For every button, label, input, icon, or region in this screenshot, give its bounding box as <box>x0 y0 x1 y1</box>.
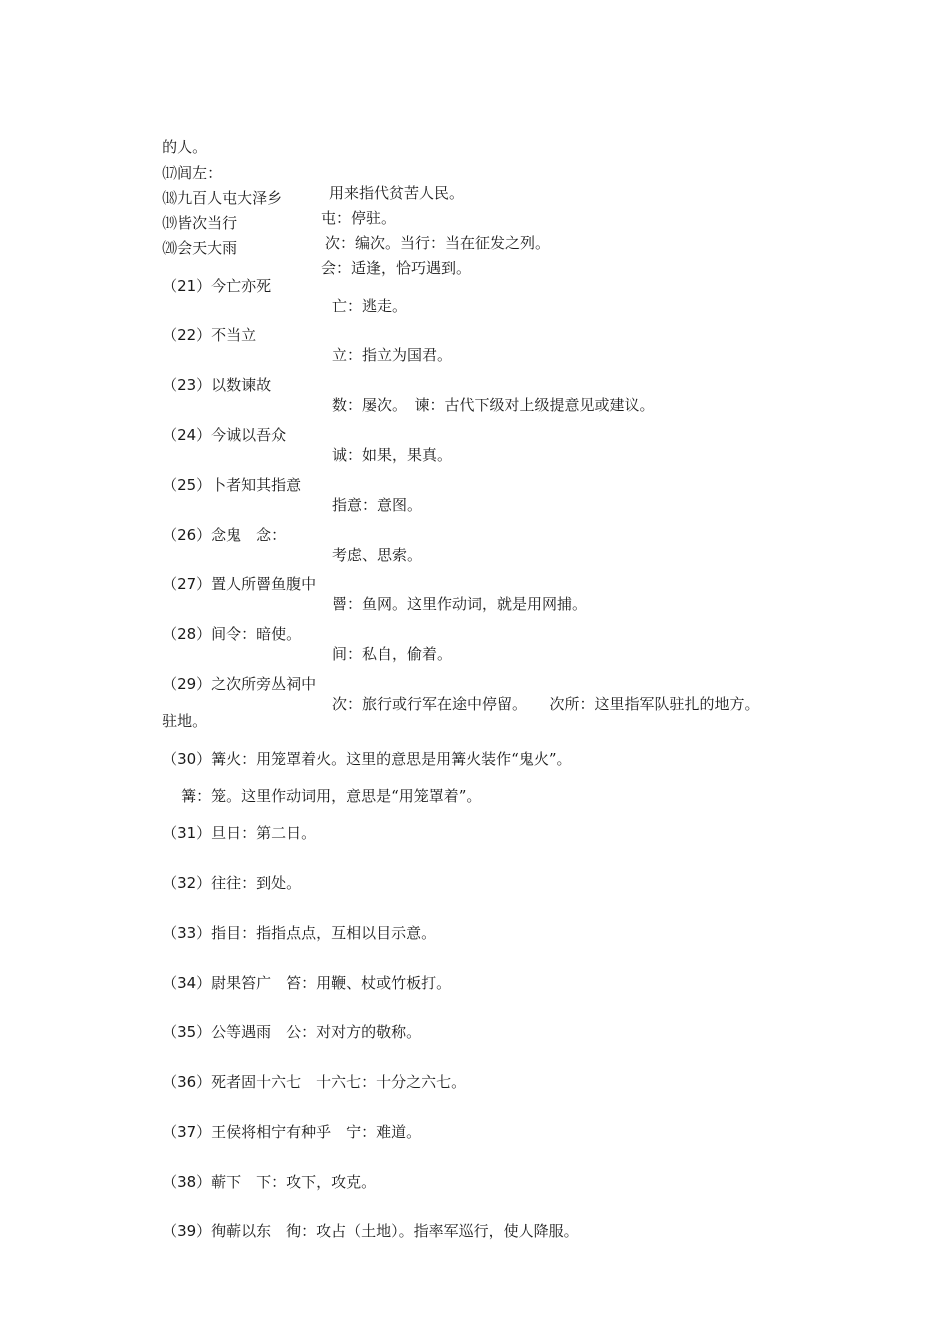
annotation-gloss: 用来指代贫苦人民。 <box>329 184 465 202</box>
annotation-text: 篝火：用笼罩着火。这里的意思是用篝火装作“鬼火”。 <box>211 750 572 768</box>
annotation-gloss: 考虑、思索。 <box>332 546 423 564</box>
annotation-number: （37） <box>162 1123 212 1141</box>
annotation-term: 以数谏故 <box>211 376 272 394</box>
annotation-text: 蕲下 下：攻下，攻克。 <box>211 1173 377 1191</box>
annotation-number: （32） <box>162 874 212 892</box>
annotation-text: 死者固十六七 十六七：十分之六七。 <box>211 1073 467 1091</box>
annotation-number: （27） <box>162 575 212 593</box>
annotation-term: ⒅九百人屯大泽乡 <box>162 189 283 207</box>
annotation-term: ⒇会天大雨 <box>162 239 238 257</box>
annotation-number: （34） <box>162 974 212 992</box>
annotation-gloss: 间：私自，偷着。 <box>332 645 453 663</box>
annotation-gloss: 诚：如果，果真。 <box>332 446 453 464</box>
annotation-number: （28） <box>162 625 212 643</box>
annotation-number: （35） <box>162 1023 212 1041</box>
annotation-term: 今诚以吾众 <box>211 426 287 444</box>
annotation-term: 今亡亦死 <box>211 277 272 295</box>
annotation-term: ⒄闾左： <box>162 164 223 182</box>
annotation-term: 置人所罾鱼腹中 <box>211 575 317 593</box>
annotation-term: 念鬼 念： <box>211 526 287 544</box>
annotation-term: ⒆皆次当行 <box>162 214 238 232</box>
annotation-number: （22） <box>162 326 212 344</box>
annotation-number: （31） <box>162 824 212 842</box>
annotation-gloss: 立：指立为国君。 <box>332 346 453 364</box>
annotation-number: （39） <box>162 1222 212 1240</box>
annotation-number: （38） <box>162 1173 212 1191</box>
annotation-number: （25） <box>162 476 212 494</box>
annotation-number: （26） <box>162 526 212 544</box>
annotation-text: 尉果笞广 笞：用鞭、杖或竹板打。 <box>211 974 452 992</box>
annotation-number: （30） <box>162 750 212 768</box>
annotation-term: 卜者知其指意 <box>211 476 302 494</box>
annotation-gloss: 屯：停驻。 <box>321 209 397 227</box>
annotation-number: （23） <box>162 376 212 394</box>
annotation-text: 往往：到处。 <box>211 874 302 892</box>
annotation-gloss: 次：编次。当行：当在征发之列。 <box>325 234 551 252</box>
annotation-term: 间令：暗使。 <box>211 625 302 643</box>
annotation-number: （36） <box>162 1073 212 1091</box>
annotation-gloss: 指意：意图。 <box>332 496 423 514</box>
annotation-text: 指目：指指点点，互相以目示意。 <box>211 924 437 942</box>
annotation-text: 旦日：第二日。 <box>211 824 317 842</box>
annotation-number: （24） <box>162 426 212 444</box>
annotation-text: 徇蕲以东 徇：攻占（土地）。指率军巡行，使人降服。 <box>211 1222 579 1240</box>
annotation-line <box>143 1201 579 1261</box>
annotation-number: （21） <box>162 277 212 295</box>
annotation-text: 王侯将相宁有种乎 宁：难道。 <box>211 1123 422 1141</box>
continuation-line: 篝：笼。这里作动词用，意思是“用笼罩着”。 <box>181 787 482 805</box>
annotation-text: 公等遇雨 公：对对方的敬称。 <box>211 1023 422 1041</box>
annotation-gloss: 数：屡次。 谏：古代下级对上级提意见或建议。 <box>332 396 655 414</box>
annotation-number: （33） <box>162 924 212 942</box>
annotation-number: （29） <box>162 675 212 693</box>
text-line: 的人。 <box>162 138 208 156</box>
annotation-term: 不当立 <box>211 326 257 344</box>
annotation-gloss: 罾：鱼网。这里作动词，就是用网捕。 <box>332 595 588 613</box>
annotation-term: 之次所旁丛祠中 <box>211 675 317 693</box>
continuation-line: 驻地。 <box>162 712 208 730</box>
annotation-gloss: 会：适逢，恰巧遇到。 <box>321 259 472 277</box>
annotation-gloss: 次：旅行或行军在途中停留。 次所：这里指军队驻扎的地方。 <box>332 695 760 713</box>
annotation-gloss: 亡：逃走。 <box>332 297 408 315</box>
